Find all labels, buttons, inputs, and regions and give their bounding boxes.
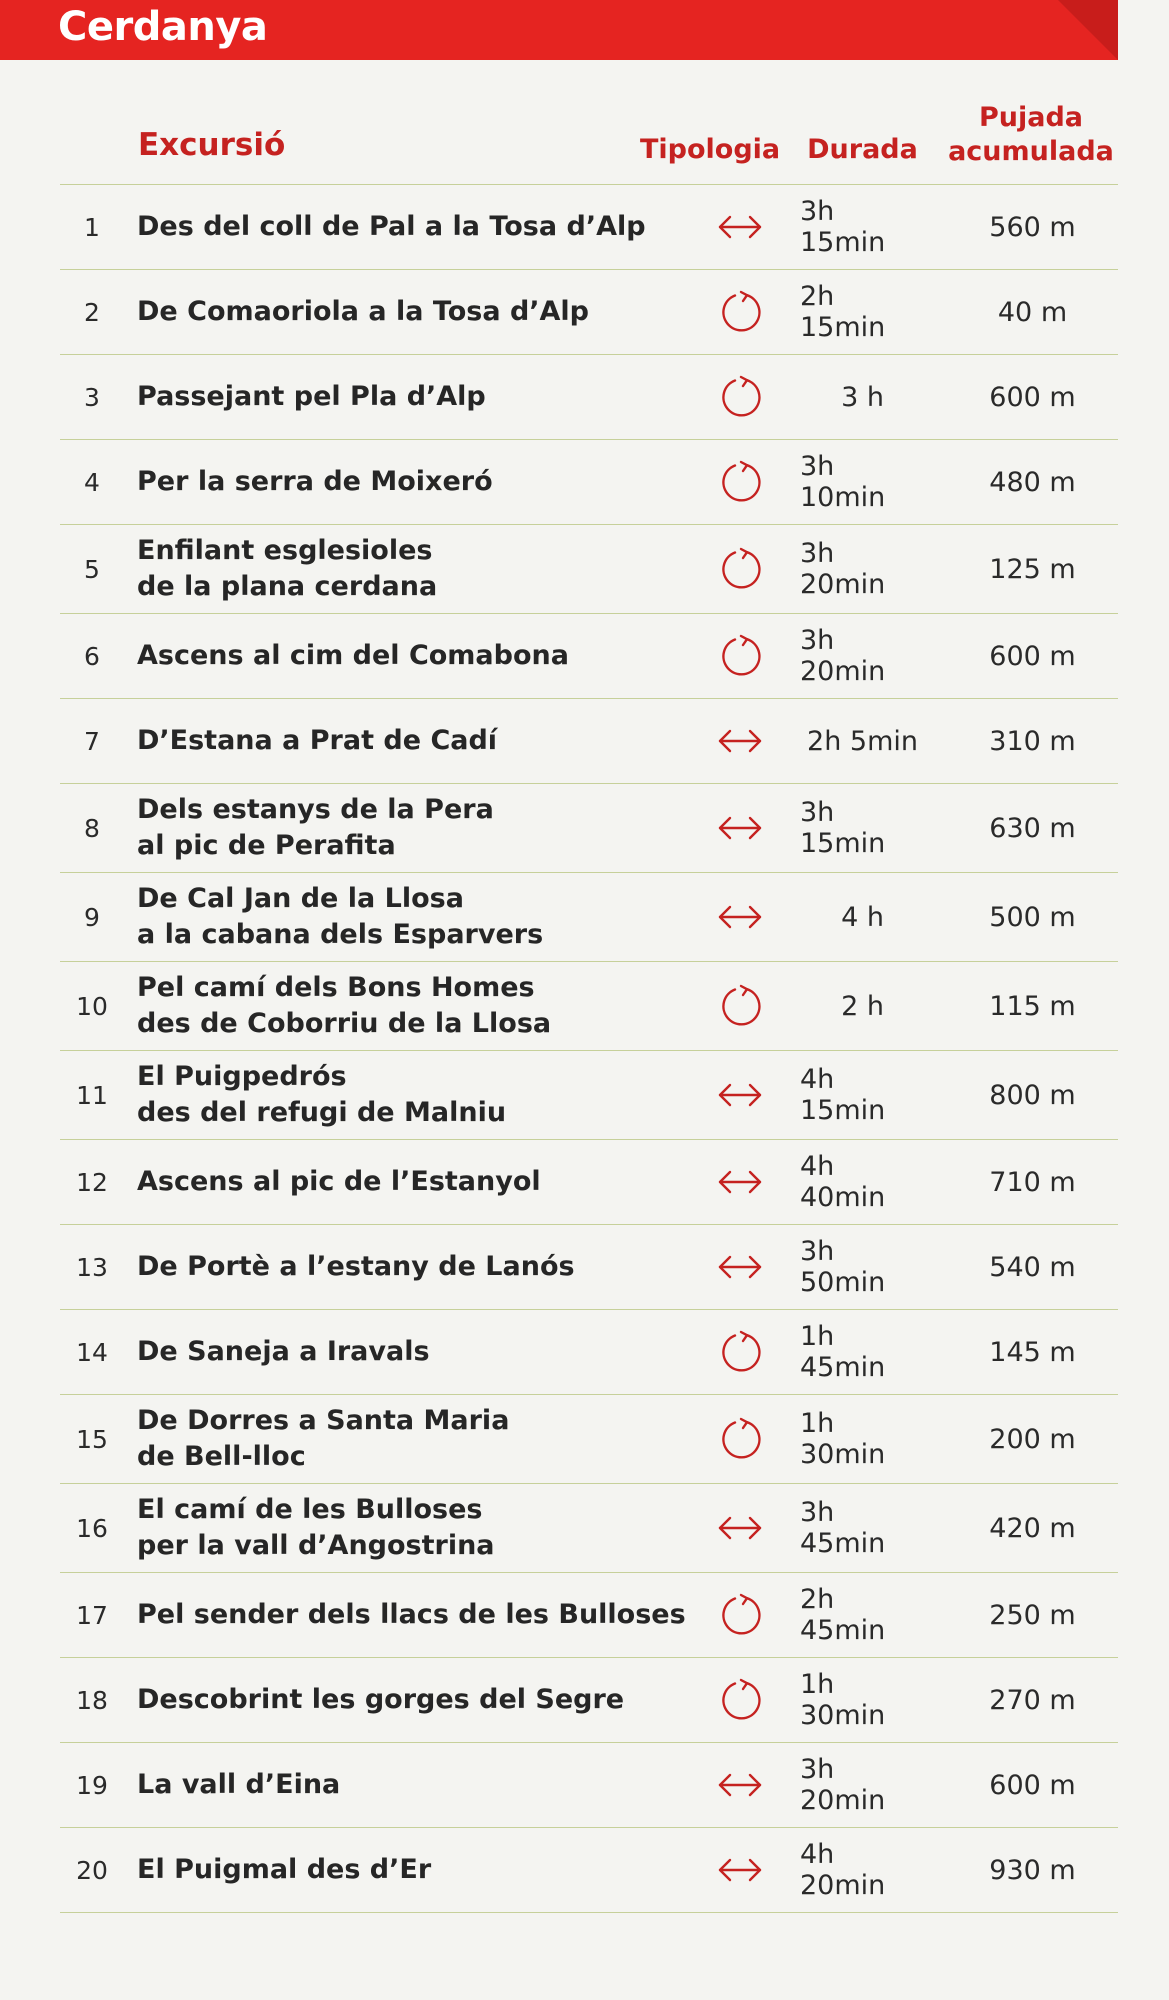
column-header-durada: Durada <box>807 134 918 165</box>
tipologia-cell <box>680 525 800 613</box>
excursion-name: Enfilant esglesioles de la plana cerdana <box>137 535 438 602</box>
row-number: 11 <box>76 1080 108 1110</box>
pujada-value: 480 m <box>989 466 1076 498</box>
tipologia-cell <box>680 1743 800 1827</box>
pujada-value: 250 m <box>989 1599 1076 1631</box>
arrow-both-icon <box>715 1770 765 1800</box>
excursion-name: La vall d’Eina <box>137 1769 341 1800</box>
durada-value: 1h 30min <box>800 1408 886 1470</box>
durada-value: 4h 40min <box>800 1151 886 1213</box>
excursion-name: De Portè a l’estany de Lanós <box>137 1251 575 1282</box>
loop-icon <box>717 1677 763 1723</box>
pujada-value: 600 m <box>989 1769 1076 1801</box>
tipologia-cell <box>680 1395 800 1483</box>
row-number: 5 <box>84 554 100 584</box>
row-number: 13 <box>76 1252 108 1282</box>
row-number: 18 <box>76 1685 108 1715</box>
loop-icon <box>717 289 763 335</box>
durada-value: 2h 5min <box>807 725 918 757</box>
durada-value: 3h 15min <box>800 797 886 859</box>
arrow-both-icon <box>715 902 765 932</box>
pujada-value: 200 m <box>989 1423 1076 1455</box>
arrow-both-icon <box>715 1080 765 1110</box>
pujada-value: 630 m <box>989 812 1076 844</box>
table-row-16 <box>60 1484 1118 1573</box>
pujada-value: 310 m <box>989 725 1076 757</box>
arrow-both-icon <box>715 1167 765 1197</box>
column-header-pujada-line2: acumulada <box>948 136 1114 167</box>
durada-value: 3h 20min <box>800 538 886 600</box>
durada-value: 3 h <box>841 381 884 413</box>
table-row-2 <box>60 270 1118 355</box>
row-number: 2 <box>84 297 100 327</box>
pujada-value: 600 m <box>989 640 1076 672</box>
row-number: 4 <box>84 467 100 497</box>
table-row-10 <box>60 962 1118 1051</box>
excursion-name: El camí de les Bulloses per la vall d’Angostrina <box>137 1494 495 1561</box>
row-number: 15 <box>76 1424 108 1454</box>
pujada-value: 560 m <box>989 211 1076 243</box>
row-number: 14 <box>76 1337 108 1367</box>
tipologia-cell <box>680 185 800 269</box>
loop-icon <box>717 1329 763 1375</box>
tipologia-cell <box>680 614 800 698</box>
table-row-20 <box>60 1828 1118 1913</box>
excursion-name: D’Estana a Prat de Cadí <box>137 725 498 756</box>
row-number: 3 <box>84 382 100 412</box>
durada-value: 2 h <box>841 990 884 1022</box>
tipologia-cell <box>680 962 800 1050</box>
durada-value: 2h 45min <box>800 1584 886 1646</box>
row-number: 7 <box>84 726 100 756</box>
arrow-both-icon <box>715 212 765 242</box>
durada-value: 2h 15min <box>800 281 886 343</box>
tipologia-cell <box>680 1310 800 1394</box>
arrow-both-icon <box>715 726 765 756</box>
durada-value: 3h 20min <box>800 1754 886 1816</box>
row-number: 6 <box>84 641 100 671</box>
arrow-both-icon <box>715 1252 765 1282</box>
excursion-name: El Puigpedrós des del refugi de Malniu <box>137 1061 507 1128</box>
excursion-name: Des del coll de Pal a la Tosa d’Alp <box>137 211 646 242</box>
pujada-value: 930 m <box>989 1854 1076 1886</box>
arrow-both-icon <box>715 1513 765 1543</box>
table-row-4 <box>60 440 1118 525</box>
durada-value: 1h 45min <box>800 1321 886 1383</box>
row-number: 10 <box>76 991 108 1021</box>
excursion-name: Ascens al pic de l’Estanyol <box>137 1166 541 1197</box>
pujada-value: 420 m <box>989 1512 1076 1544</box>
table-row-19 <box>60 1743 1118 1828</box>
durada-value: 3h 10min <box>800 451 886 513</box>
tipologia-cell <box>680 1658 800 1742</box>
excursion-name: Per la serra de Moixeró <box>137 466 493 497</box>
row-number: 19 <box>76 1770 108 1800</box>
durada-value: 3h 50min <box>800 1236 886 1298</box>
tipologia-cell <box>680 1828 800 1912</box>
row-number: 20 <box>76 1855 108 1885</box>
row-number: 12 <box>76 1167 108 1197</box>
excursion-name: Passejant pel Pla d’Alp <box>137 381 486 412</box>
tipologia-cell <box>680 440 800 524</box>
tipologia-cell <box>680 1573 800 1657</box>
tipologia-cell <box>680 1051 800 1139</box>
table-row-18 <box>60 1658 1118 1743</box>
table-row-13 <box>60 1225 1118 1310</box>
excursion-name: Descobrint les gorges del Segre <box>137 1684 625 1715</box>
page-title: Cerdanya <box>58 4 268 50</box>
loop-icon <box>717 633 763 679</box>
excursion-name: Pel camí dels Bons Homes des de Coborriu de la Llosa <box>137 972 552 1039</box>
tipologia-cell <box>680 355 800 439</box>
durada-value: 4h 15min <box>800 1064 886 1126</box>
durada-value: 4h 20min <box>800 1839 886 1901</box>
excursion-name: De Saneja a Iravals <box>137 1336 430 1367</box>
excursions-table <box>0 185 1169 1913</box>
arrow-both-icon <box>715 1855 765 1885</box>
pujada-value: 115 m <box>989 990 1076 1022</box>
durada-value: 4 h <box>841 901 884 933</box>
loop-icon <box>717 374 763 420</box>
excursion-name: Ascens al cim del Comabona <box>137 640 569 671</box>
excursion-name: El Puigmal des d’Er <box>137 1854 432 1885</box>
tipologia-cell <box>680 873 800 961</box>
excursion-name: De Cal Jan de la Llosa a la cabana dels Esparvers <box>137 883 544 950</box>
pujada-value: 40 m <box>997 296 1068 328</box>
tipologia-cell <box>680 1484 800 1572</box>
row-number: 1 <box>84 212 100 242</box>
durada-value: 3h 20min <box>800 625 886 687</box>
row-number: 17 <box>76 1600 108 1630</box>
tipologia-cell <box>680 784 800 872</box>
loop-icon <box>717 983 763 1029</box>
table-row-3 <box>60 355 1118 440</box>
row-number: 9 <box>84 902 100 932</box>
durada-value: 3h 45min <box>800 1497 886 1559</box>
pujada-value: 145 m <box>989 1336 1076 1368</box>
table-row-17 <box>60 1573 1118 1658</box>
table-row-11 <box>60 1051 1118 1140</box>
loop-icon <box>717 1592 763 1638</box>
table-row-12 <box>60 1140 1118 1225</box>
pujada-value: 270 m <box>989 1684 1076 1716</box>
pujada-value: 540 m <box>989 1251 1076 1283</box>
durada-value: 3h 15min <box>800 196 886 258</box>
pujada-value: 500 m <box>989 901 1076 933</box>
table-row-5 <box>60 525 1118 614</box>
column-header-pujada-line1: Pujada <box>978 102 1084 133</box>
table-row-6 <box>60 614 1118 699</box>
pujada-value: 125 m <box>989 553 1076 585</box>
table-row-15 <box>60 1395 1118 1484</box>
column-header-tipologia: Tipologia <box>640 134 781 165</box>
column-header-excursio: Excursió <box>138 127 286 163</box>
excursion-name: Dels estanys de la Pera al pic de Perafita <box>137 794 494 861</box>
column-header-pujada <box>946 101 1116 169</box>
table-row-14 <box>60 1310 1118 1395</box>
header-band <box>0 0 1118 60</box>
table-row-7 <box>60 699 1118 784</box>
tipologia-cell <box>680 1225 800 1309</box>
pujada-value: 600 m <box>989 381 1076 413</box>
arrow-both-icon <box>715 813 765 843</box>
table-row-8 <box>60 784 1118 873</box>
loop-icon <box>717 546 763 592</box>
table-row-1 <box>60 185 1118 270</box>
tipologia-cell <box>680 270 800 354</box>
tipologia-cell <box>680 1140 800 1224</box>
loop-icon <box>717 1416 763 1462</box>
row-number: 16 <box>76 1513 108 1543</box>
durada-value: 1h 30min <box>800 1669 886 1731</box>
pujada-value: 800 m <box>989 1079 1076 1111</box>
loop-icon <box>717 459 763 505</box>
table-row-9 <box>60 873 1118 962</box>
excursion-name: De Comaoriola a la Tosa d’Alp <box>137 296 590 327</box>
pujada-value: 710 m <box>989 1166 1076 1198</box>
excursion-name: De Dorres a Santa Maria de Bell-lloc <box>137 1405 510 1472</box>
row-number: 8 <box>84 813 100 843</box>
tipologia-cell <box>680 699 800 783</box>
excursion-name: Pel sender dels llacs de les Bulloses <box>137 1599 686 1630</box>
